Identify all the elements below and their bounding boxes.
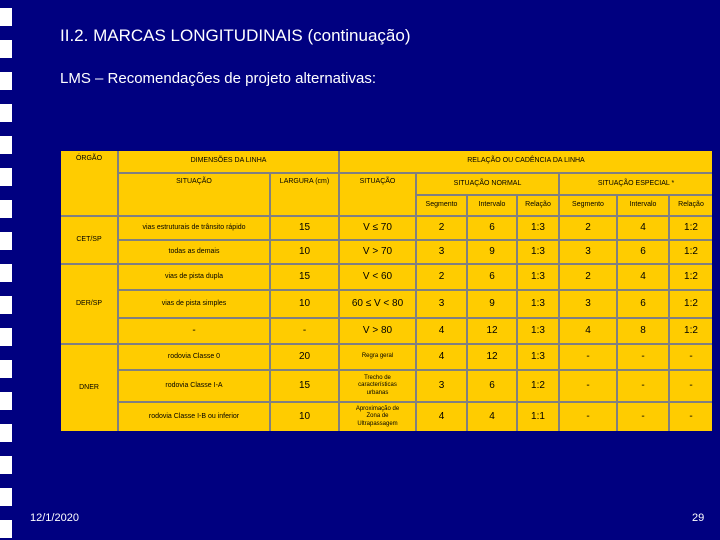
header-dimensoes: DIMENSÕES DA LINHA (119, 151, 338, 172)
table-cell-condicao: Trecho de características urbanas (340, 371, 415, 401)
table-cell-condicao: V ≤ 70 (340, 217, 415, 239)
table-cell-largura: 15 (271, 265, 338, 289)
orgao-cell: DNER (61, 345, 117, 431)
header-largura: LARGURA (cm) (271, 174, 338, 215)
table-cell-normal-relacao: 1:3 (518, 265, 558, 289)
table-cell-normal-segmento: 3 (417, 241, 466, 263)
table-cell-situacao: rodovia Classe I-B ou inferior (119, 403, 269, 431)
table-cell-normal-segmento: 4 (417, 345, 466, 369)
table-cell-normal-relacao: 1:3 (518, 241, 558, 263)
table-cell-largura: 10 (271, 291, 338, 317)
table-cell-largura: 20 (271, 345, 338, 369)
table-cell-especial-intervalo: - (618, 403, 668, 431)
table-cell-especial-intervalo: - (618, 371, 668, 401)
header-situacao-normal: SITUAÇÃO NORMAL (417, 174, 558, 194)
table-cell-normal-intervalo: 9 (468, 291, 516, 317)
table-cell-normal-relacao: 1:3 (518, 291, 558, 317)
table-cell-condicao: Aproximação de Zona de Ultrapassagem (340, 403, 415, 431)
header-especial-relacao: Relação (670, 196, 712, 215)
table-cell-normal-intervalo: 4 (468, 403, 516, 431)
table-cell-normal-segmento: 4 (417, 319, 466, 343)
table-cell-especial-relacao: 1:2 (670, 265, 712, 289)
header-especial-segmento: Segmento (560, 196, 616, 215)
table-cell-especial-segmento: - (560, 403, 616, 431)
table-cell-situacao: todas as demais (119, 241, 269, 263)
table-cell-especial-intervalo: - (618, 345, 668, 369)
table-cell-largura: - (271, 319, 338, 343)
header-situacao-especial: SITUAÇÃO ESPECIAL * (560, 174, 712, 194)
table-cell-especial-relacao: 1:2 (670, 319, 712, 343)
table-cell-especial-relacao: 1:2 (670, 291, 712, 317)
table-cell-especial-intervalo: 6 (618, 291, 668, 317)
table-cell-normal-intervalo: 9 (468, 241, 516, 263)
table-cell-normal-relacao: 1:3 (518, 319, 558, 343)
table-cell-largura: 10 (271, 241, 338, 263)
table-cell-especial-relacao: - (670, 345, 712, 369)
table-cell-normal-intervalo: 6 (468, 217, 516, 239)
table-cell-especial-relacao: 1:2 (670, 241, 712, 263)
table-cell-especial-intervalo: 8 (618, 319, 668, 343)
table-cell-normal-segmento: 3 (417, 371, 466, 401)
header-normal-relacao: Relação (518, 196, 558, 215)
table-cell-especial-segmento: 4 (560, 319, 616, 343)
orgao-cell: CET/SP (61, 217, 117, 263)
table-cell-normal-intervalo: 12 (468, 319, 516, 343)
table-cell-situacao: - (119, 319, 269, 343)
table-cell-normal-segmento: 4 (417, 403, 466, 431)
table-cell-especial-intervalo: 4 (618, 265, 668, 289)
table-cell-situacao: rodovia Classe I-A (119, 371, 269, 401)
decorative-stripe (0, 0, 12, 540)
table-cell-normal-relacao: 1:2 (518, 371, 558, 401)
header-situacao-2: SITUAÇÃO (340, 174, 415, 215)
header-normal-intervalo: Intervalo (468, 196, 516, 215)
table-cell-especial-intervalo: 4 (618, 217, 668, 239)
table-cell-situacao: vias de pista simples (119, 291, 269, 317)
table-cell-normal-relacao: 1:1 (518, 403, 558, 431)
table-cell-normal-intervalo: 6 (468, 371, 516, 401)
table-cell-normal-segmento: 2 (417, 217, 466, 239)
table-cell-condicao: 60 ≤ V < 80 (340, 291, 415, 317)
table-cell-largura: 10 (271, 403, 338, 431)
table-cell-especial-segmento: 2 (560, 265, 616, 289)
slide-title: II.2. MARCAS LONGITUDINAIS (continuação) (60, 26, 411, 45)
table-cell-especial-intervalo: 6 (618, 241, 668, 263)
table-cell-normal-intervalo: 12 (468, 345, 516, 369)
header-orgao: ÓRGÃO (61, 151, 117, 215)
page-number: 29 (692, 512, 705, 524)
table-cell-condicao: V > 70 (340, 241, 415, 263)
slide-subtitle: LMS – Recomendações de projeto alternativas: (60, 70, 377, 87)
orgao-cell: DER/SP (61, 265, 117, 343)
table-cell-especial-relacao: 1:2 (670, 217, 712, 239)
table-cell-normal-relacao: 1:3 (518, 345, 558, 369)
table-cell-especial-relacao: - (670, 403, 712, 431)
slide-date: 12/1/2020 (30, 512, 79, 524)
table-cell-situacao: vias de pista dupla (119, 265, 269, 289)
table-cell-largura: 15 (271, 371, 338, 401)
table-cell-normal-relacao: 1:3 (518, 217, 558, 239)
table-cell-especial-segmento: 2 (560, 217, 616, 239)
table-cell-especial-relacao: - (670, 371, 712, 401)
table-cell-condicao: V < 60 (340, 265, 415, 289)
table-cell-especial-segmento: 3 (560, 291, 616, 317)
header-normal-segmento: Segmento (417, 196, 466, 215)
header-especial-intervalo: Intervalo (618, 196, 668, 215)
table-cell-normal-intervalo: 6 (468, 265, 516, 289)
table-cell-especial-segmento: - (560, 345, 616, 369)
table-cell-situacao: rodovia Classe 0 (119, 345, 269, 369)
recommendations-table (61, 151, 712, 431)
header-situacao: SITUAÇÃO (119, 174, 269, 215)
table-cell-largura: 15 (271, 217, 338, 239)
table-cell-especial-segmento: - (560, 371, 616, 401)
table-cell-normal-segmento: 2 (417, 265, 466, 289)
table-cell-normal-segmento: 3 (417, 291, 466, 317)
table-cell-condicao: V > 80 (340, 319, 415, 343)
table-cell-situacao: vias estruturais de trânsito rápido (119, 217, 269, 239)
header-relacao: RELAÇÃO OU CADÊNCIA DA LINHA (340, 151, 712, 172)
table-cell-especial-segmento: 3 (560, 241, 616, 263)
table-cell-condicao: Regra geral (340, 345, 415, 369)
